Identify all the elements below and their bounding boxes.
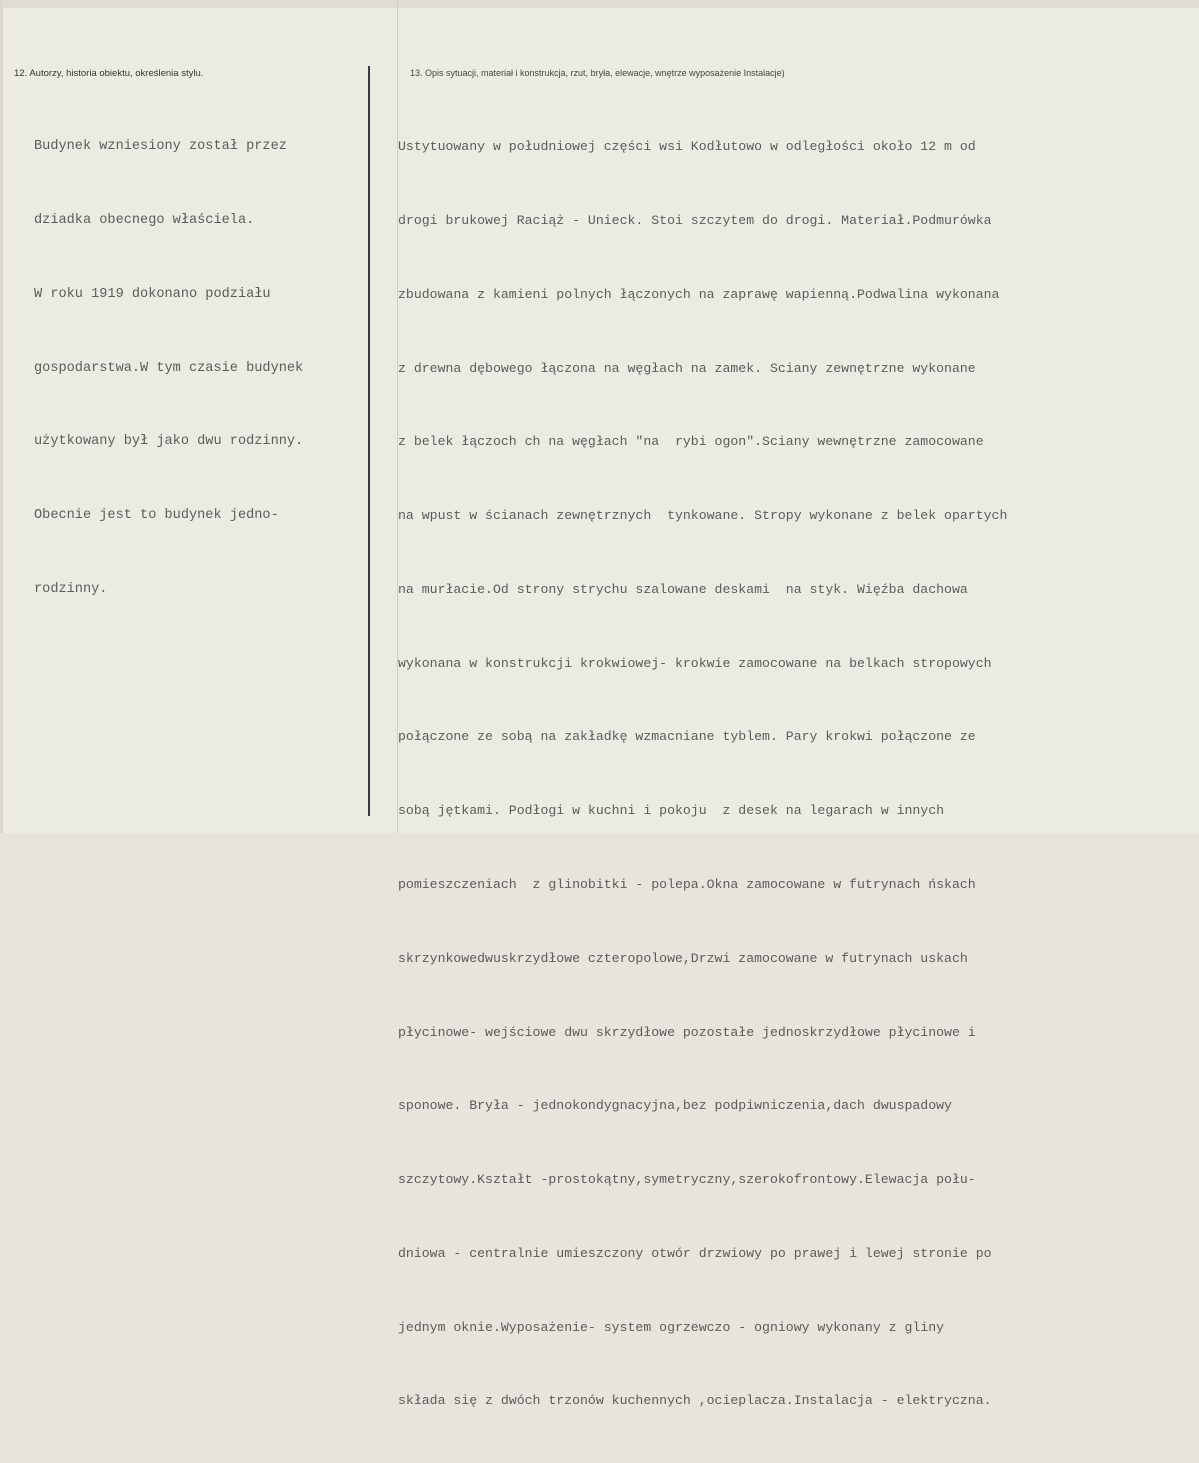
right-text-line: jednym oknie.Wyposażenie- system ogrzewczo - ogniowy wykonany z gliny bbox=[398, 1319, 945, 1335]
right-text-line: drogi brukowej Raciąż - Unieck. Stoi szczytem do drogi. Materiał.Podmurówka bbox=[398, 212, 992, 228]
left-text-line: użytkowany był jako dwu rodzinny. bbox=[34, 434, 304, 450]
page-left-edge bbox=[0, 0, 3, 833]
column-divider bbox=[368, 66, 370, 816]
left-column-text bbox=[34, 86, 303, 652]
right-text-line: pomieszczeniach z glinobitki - polepa.Okna zamocowane w futrynach ńskach bbox=[398, 877, 976, 892]
right-text-line: na wpust w ścianach zewnętrznych tynkowane. Stropy wykonane z belek opartych bbox=[398, 508, 1008, 524]
right-column-text bbox=[398, 86, 1007, 1463]
right-text-line: na murłacie.Od strony strychu szalowane deskami na styk. Więźba dachowa bbox=[398, 581, 968, 597]
left-column-header: 12. Autorzy, historia obiektu, określenia stylu. bbox=[14, 68, 204, 79]
right-column-header: 13. Opis sytuacji, materiał i konstrukcja, rzut, bryła, elewacje, wnętrze wyposażenie Instalacje) bbox=[410, 68, 785, 78]
right-text-line: połączone ze sobą na zakładkę wzmacniane tyblem. Pary krokwi połączone ze bbox=[398, 729, 976, 745]
right-text-line: płycinowe- wejściowe dwu skrzydłowe pozostałe jednoskrzydłowe płycinowe i bbox=[398, 1024, 976, 1040]
right-text-line: dniowa - centralnie umieszczony otwór drzwiowy po prawej i lewej stronie po bbox=[398, 1245, 992, 1261]
right-text-line: wykonana w konstrukcji krokwiowej- krokwie zamocowane na belkach stropowych bbox=[398, 655, 992, 671]
left-text-line: W roku 1919 dokonano podziału bbox=[34, 286, 271, 302]
right-text-line: składa się z dwóch trzonów kuchennych ,ocieplacza.Instalacja - elektryczna. bbox=[398, 1393, 992, 1409]
right-text-line: Ustytuowany w południowej części wsi Kodłutowo w odległości około 12 m od bbox=[398, 139, 976, 155]
right-text-line: zbudowana z kamieni polnych łączonych na zaprawę wapienną.Podwalina wykonana bbox=[398, 286, 1000, 302]
left-text-line: Obecnie jest to budynek jedno- bbox=[34, 508, 279, 524]
left-text-line: Budynek wzniesiony został przez bbox=[34, 139, 287, 155]
page-top-edge bbox=[0, 0, 1199, 8]
left-text-line: gospodarstwa.W tym czasie budynek bbox=[34, 360, 304, 376]
right-text-line: z belek łączoch ch na węgłach "na rybi ogon".Sciany wewnętrzne zamocowane bbox=[398, 434, 984, 450]
right-text-line: sponowe. Bryła - jednokondygnacyjna,bez podpiwniczenia,dach dwuspadowy bbox=[398, 1098, 952, 1114]
left-text-line: dziadka obecnego właściela. bbox=[34, 212, 255, 228]
left-text-line: rodzinny. bbox=[34, 581, 108, 597]
right-text-line: skrzynkowedwuskrzydłowe czteropolowe,Drzwi zamocowane w futrynach uskach bbox=[398, 950, 968, 966]
right-text-line: szczytowy.Kształt -prostokątny,symetryczny,szerokofrontowy.Elewacja połu- bbox=[398, 1172, 976, 1188]
right-text-line: sobą jętkami. Podłogi w kuchni i pokoju z desek na legarach w innych bbox=[398, 803, 945, 819]
right-text-line: z drewna dębowego łączona na węgłach na zamek. Sciany zewnętrzne wykonane bbox=[398, 360, 976, 376]
